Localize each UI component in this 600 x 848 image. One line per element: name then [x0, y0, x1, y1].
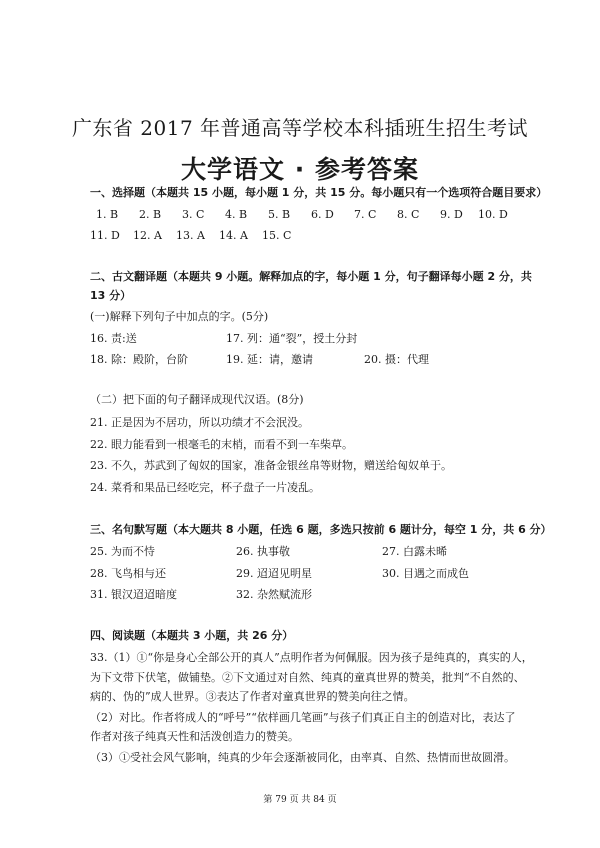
answer-item: 7. C	[354, 208, 377, 221]
answer-24: 24. 菜肴和果品已经吃完，杯子盘子一片凌乱。	[90, 481, 320, 494]
answer-31: 31. 银汉迢迢暗度	[90, 588, 177, 601]
answer-17: 17. 列：通“裂”，授土分封	[226, 332, 358, 345]
answer-item: 8. C	[397, 208, 420, 221]
answer-item: 15. C	[262, 229, 292, 242]
answer-item: 5. B	[268, 208, 291, 221]
section-2-part-1-label: (一)解释下列句子中加点的字。(5分)	[90, 310, 269, 323]
answer-25: 25. 为而不恃	[90, 545, 155, 558]
answer-item: 1. B	[96, 208, 119, 221]
answer-33-1-line-3: 病的、伪的”成人世界。③表达了作者对童真世界的赞美向往之情。	[90, 690, 415, 703]
answer-33-2-line-1: （2）对比。作者将成人的“呼号”“依样画几笔画”与孩子们真正自主的创造对比，表达了	[90, 711, 516, 724]
answer-29: 29. 迢迢见明星	[236, 567, 312, 580]
answer-item: 2. B	[139, 208, 162, 221]
answer-22: 22. 眼力能看到一根毫毛的末梢，而看不到一车柴草。	[90, 438, 353, 451]
section-2-part-2-label: （二）把下面的句子翻译成现代汉语。(8分)	[90, 393, 304, 406]
answer-33-2-line-2: 作者对孩子纯真天性和活泼创造力的赞美。	[90, 730, 299, 743]
answer-item: 4. B	[225, 208, 248, 221]
answer-23: 23. 不久，苏武到了匈奴的国家，准备金银丝帛等财物，赠送给匈奴单于。	[90, 459, 452, 472]
answer-32: 32. 杂然赋流形	[236, 588, 312, 601]
answer-26: 26. 执事敬	[236, 545, 290, 558]
answer-19: 19. 延：请，邀请	[226, 353, 313, 366]
answer-33-1-line-1: 33.（1）①“你是身心全部公开的真人”点明作者为何佩服。因为孩子是纯真的，真实的人，	[90, 651, 533, 664]
answer-33-3-line-1: （3）①受社会风气影响，纯真的少年会逐渐被同化，由率真、自然、热情而世故圆滑。	[90, 751, 515, 764]
document-subtitle: 大学语文 · 参考答案	[181, 155, 419, 184]
answer-item: 6. D	[311, 208, 334, 221]
answer-item: 10. D	[478, 208, 508, 221]
section-2-heading-cont: 13 分）	[90, 289, 132, 302]
answer-27: 27. 白露未晞	[382, 545, 447, 558]
answer-item: 9. D	[440, 208, 463, 221]
answer-item: 3. C	[182, 208, 205, 221]
answer-28: 28. 飞鸟相与还	[90, 567, 166, 580]
answer-30: 30. 目遇之而成色	[382, 567, 469, 580]
answer-16: 16. 责:送	[90, 332, 137, 345]
section-4-heading: 四、阅读题（本题共 3 小题，共 26 分）	[90, 629, 294, 642]
answer-item: 13. A	[176, 229, 205, 242]
answer-item: 11. D	[90, 229, 120, 242]
answer-item: 14. A	[219, 229, 248, 242]
answer-18: 18. 除：殿阶，台阶	[90, 353, 188, 366]
document-title: 广东省 2017 年普通高等学校本科插班生招生考试	[71, 116, 529, 140]
section-2-heading: 二、古文翻译题（本题共 9 小题。解释加点的字，每小题 1 分，句子翻译每小题 2 分，共	[90, 270, 532, 283]
answer-33-1-line-2: 为下文带下伏笔，做铺垫。②下文通过对自然、纯真的童真世界的赞美，批判“不自然的、	[90, 671, 525, 684]
answer-21: 21. 正是因为不居功，所以功绩才不会泯没。	[90, 416, 309, 429]
section-3-heading: 三、名句默写题（本大题共 8 小题，任选 6 题，多选只按前 6 题计分，每空 1 分，共 6 分）	[90, 523, 552, 536]
page-footer: 第 79 页 共 84 页	[263, 795, 337, 805]
section-1-heading: 一、选择题（本题共 15 小题，每小题 1 分，共 15 分。每小题只有一个选项符合题目要求）	[90, 186, 548, 199]
answer-20: 20. 摄：代理	[364, 353, 429, 366]
answer-item: 12. A	[133, 229, 162, 242]
